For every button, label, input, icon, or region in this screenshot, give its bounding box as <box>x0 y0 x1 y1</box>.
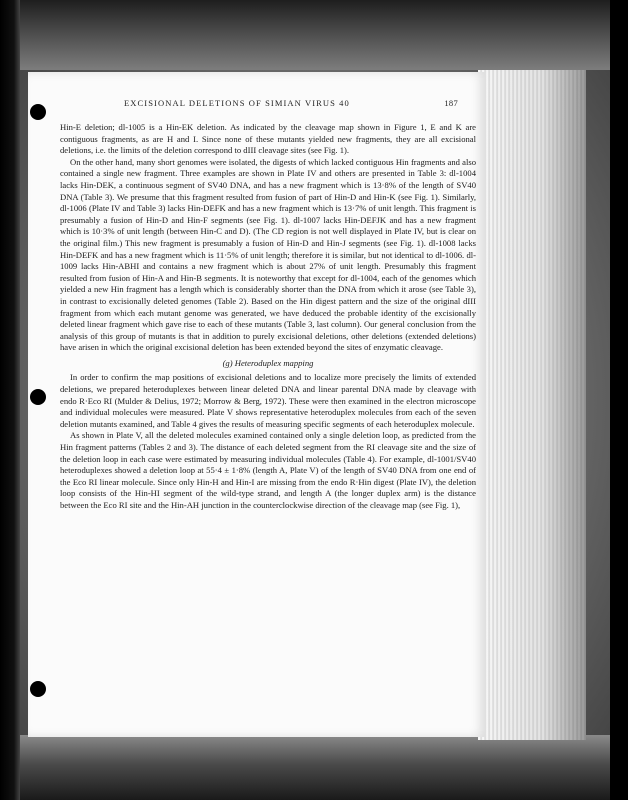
punch-hole-bottom <box>30 681 46 697</box>
section-heading: (g) Heteroduplex mapping <box>222 357 314 368</box>
page-number: 187 <box>444 98 458 108</box>
punch-hole-middle <box>30 389 46 405</box>
book-page-stack-shade <box>478 70 586 740</box>
body-text <box>60 122 476 512</box>
paragraph: As shown in Plate V, all the deleted molecules examined contained only a single deletion loop, as predicted from the Hin fragment patterns (Tables 2 and 3). The distance of each deleted segment from the RI cleavage site and the size of the deletion loop in each case were estimated by measuring individual molecules (Table 4). For example, dl-1001/SV40 heteroduplexes showed a deletion loop at 55·4 ± 1·8% (length A, Plate V) of the length of SV40 DNA from one end of the Eco RI linear molecule. Since only Hin-H and Hin-I are missing from the endo R·Hin digest (Plate IV), the deletion loop consists of the Hin-HI segment of the wild-type strand, and length A (the longer duplex arm) is the distance between the Eco RI site and the Hin-AH junction in the counterclockwise direction of the cleavage map (see Fig. 1), <box>60 430 476 510</box>
running-head-title: EXCISIONAL DELETIONS OF SIMIAN VIRUS 40 <box>124 98 350 108</box>
scan-right-edge <box>610 0 628 800</box>
punch-hole-top <box>30 104 46 120</box>
running-head <box>88 98 464 112</box>
paragraph: On the other hand, many short genomes were isolated, the digests of which lacked contiguous Hin fragments and also contained a single new fragment. Three examples are shown in Plate IV and others are presented in Table 3: dl-1004 lacks Hin-DEK, a continuous segment of SV40 DNA, and has a new fragment which is 13·8% of the length of SV40 DNA (Table 3). We presume that this fragment resulted from fusion of part of Hin-D and Hin-K (see Fig. 1). Similarly, dl-1006 (Plate IV and Table 3) lacks Hin-DEFK and has a new fragment which is 13·7% of unit length. This fragment is presumably a fusion of Hin-D and Hin-F segments (see Fig. 1). dl-1007 lacks Hin-DEFJK and has a new fragment which is 10·3% of unit length (between Hin-C and D). (The CD region is not well displayed in Plate IV, but is clear on the original film.) This new fragment is presumably a fusion of Hin-D and Hin-J segments (see Fig. 1). dl-1008 lacks Hin-DEFK and has a new fragment which is 11·5% of unit length; therefore it is similar, but not identical to dl-1006. dl-1009 lacks Hin-ABHI and contains a new fragment which is about 27% of unit length. Presumably this fragment resulted from fusion of Hin-A and Hin-B segments. It is noteworthy that except for dl-1004, each of the genomes which yielded a new Hin fragment has a length which is considerably shorter than the DNA from which it arose (see Table 3), in contrast to excisionally deleted genomes (Table 2). Based on the Hin digest pattern and the size of the original dIII fragment from which each mutant genome was generated, we have deduced the probable identity of the excisionally deleted linear fragment which gave rise to each of these mutants (Table 3, last column). Our general conclusion from the analysis of this group of mutants is that in addition to purely excisional deletions, other deletions (extended deletions) have arisen in which the original excisional deletion has been extended beyond the sites of enzymatic cleavage. <box>60 156 476 353</box>
scan-left-edge <box>0 0 20 800</box>
paragraph: In order to confirm the map positions of excisional deletions and to localize more precisely the limits of extended deletions, we prepared heteroduplexes between linear deleted DNA and linear parental DNA made by cleavage with endo R·Eco RI (Mulder & Delius, 1972; Morrow & Berg, 1972). These were then examined in the electron microscope and individual molecules were measured. Plate V shows representative heteroduplex molecules from each of the seven deletion mutants examined, and Table 4 gives the results of measuring specific segments of each heteroduplex molecule. <box>60 372 476 429</box>
paragraph: Hin-E deletion; dl-1005 is a Hin-EK deletion. As indicated by the cleavage map shown in Figure 1, E and K are contiguous fragments, as are H and I. Since none of these mutants yielded new fragments, they are all excisional deletions, i.e. the limits of the deletion correspond to dIII cleavage sites (see Fig. 1). <box>60 122 476 156</box>
scan-bottom-shadow <box>18 735 610 800</box>
scan-top-shadow <box>18 0 610 70</box>
